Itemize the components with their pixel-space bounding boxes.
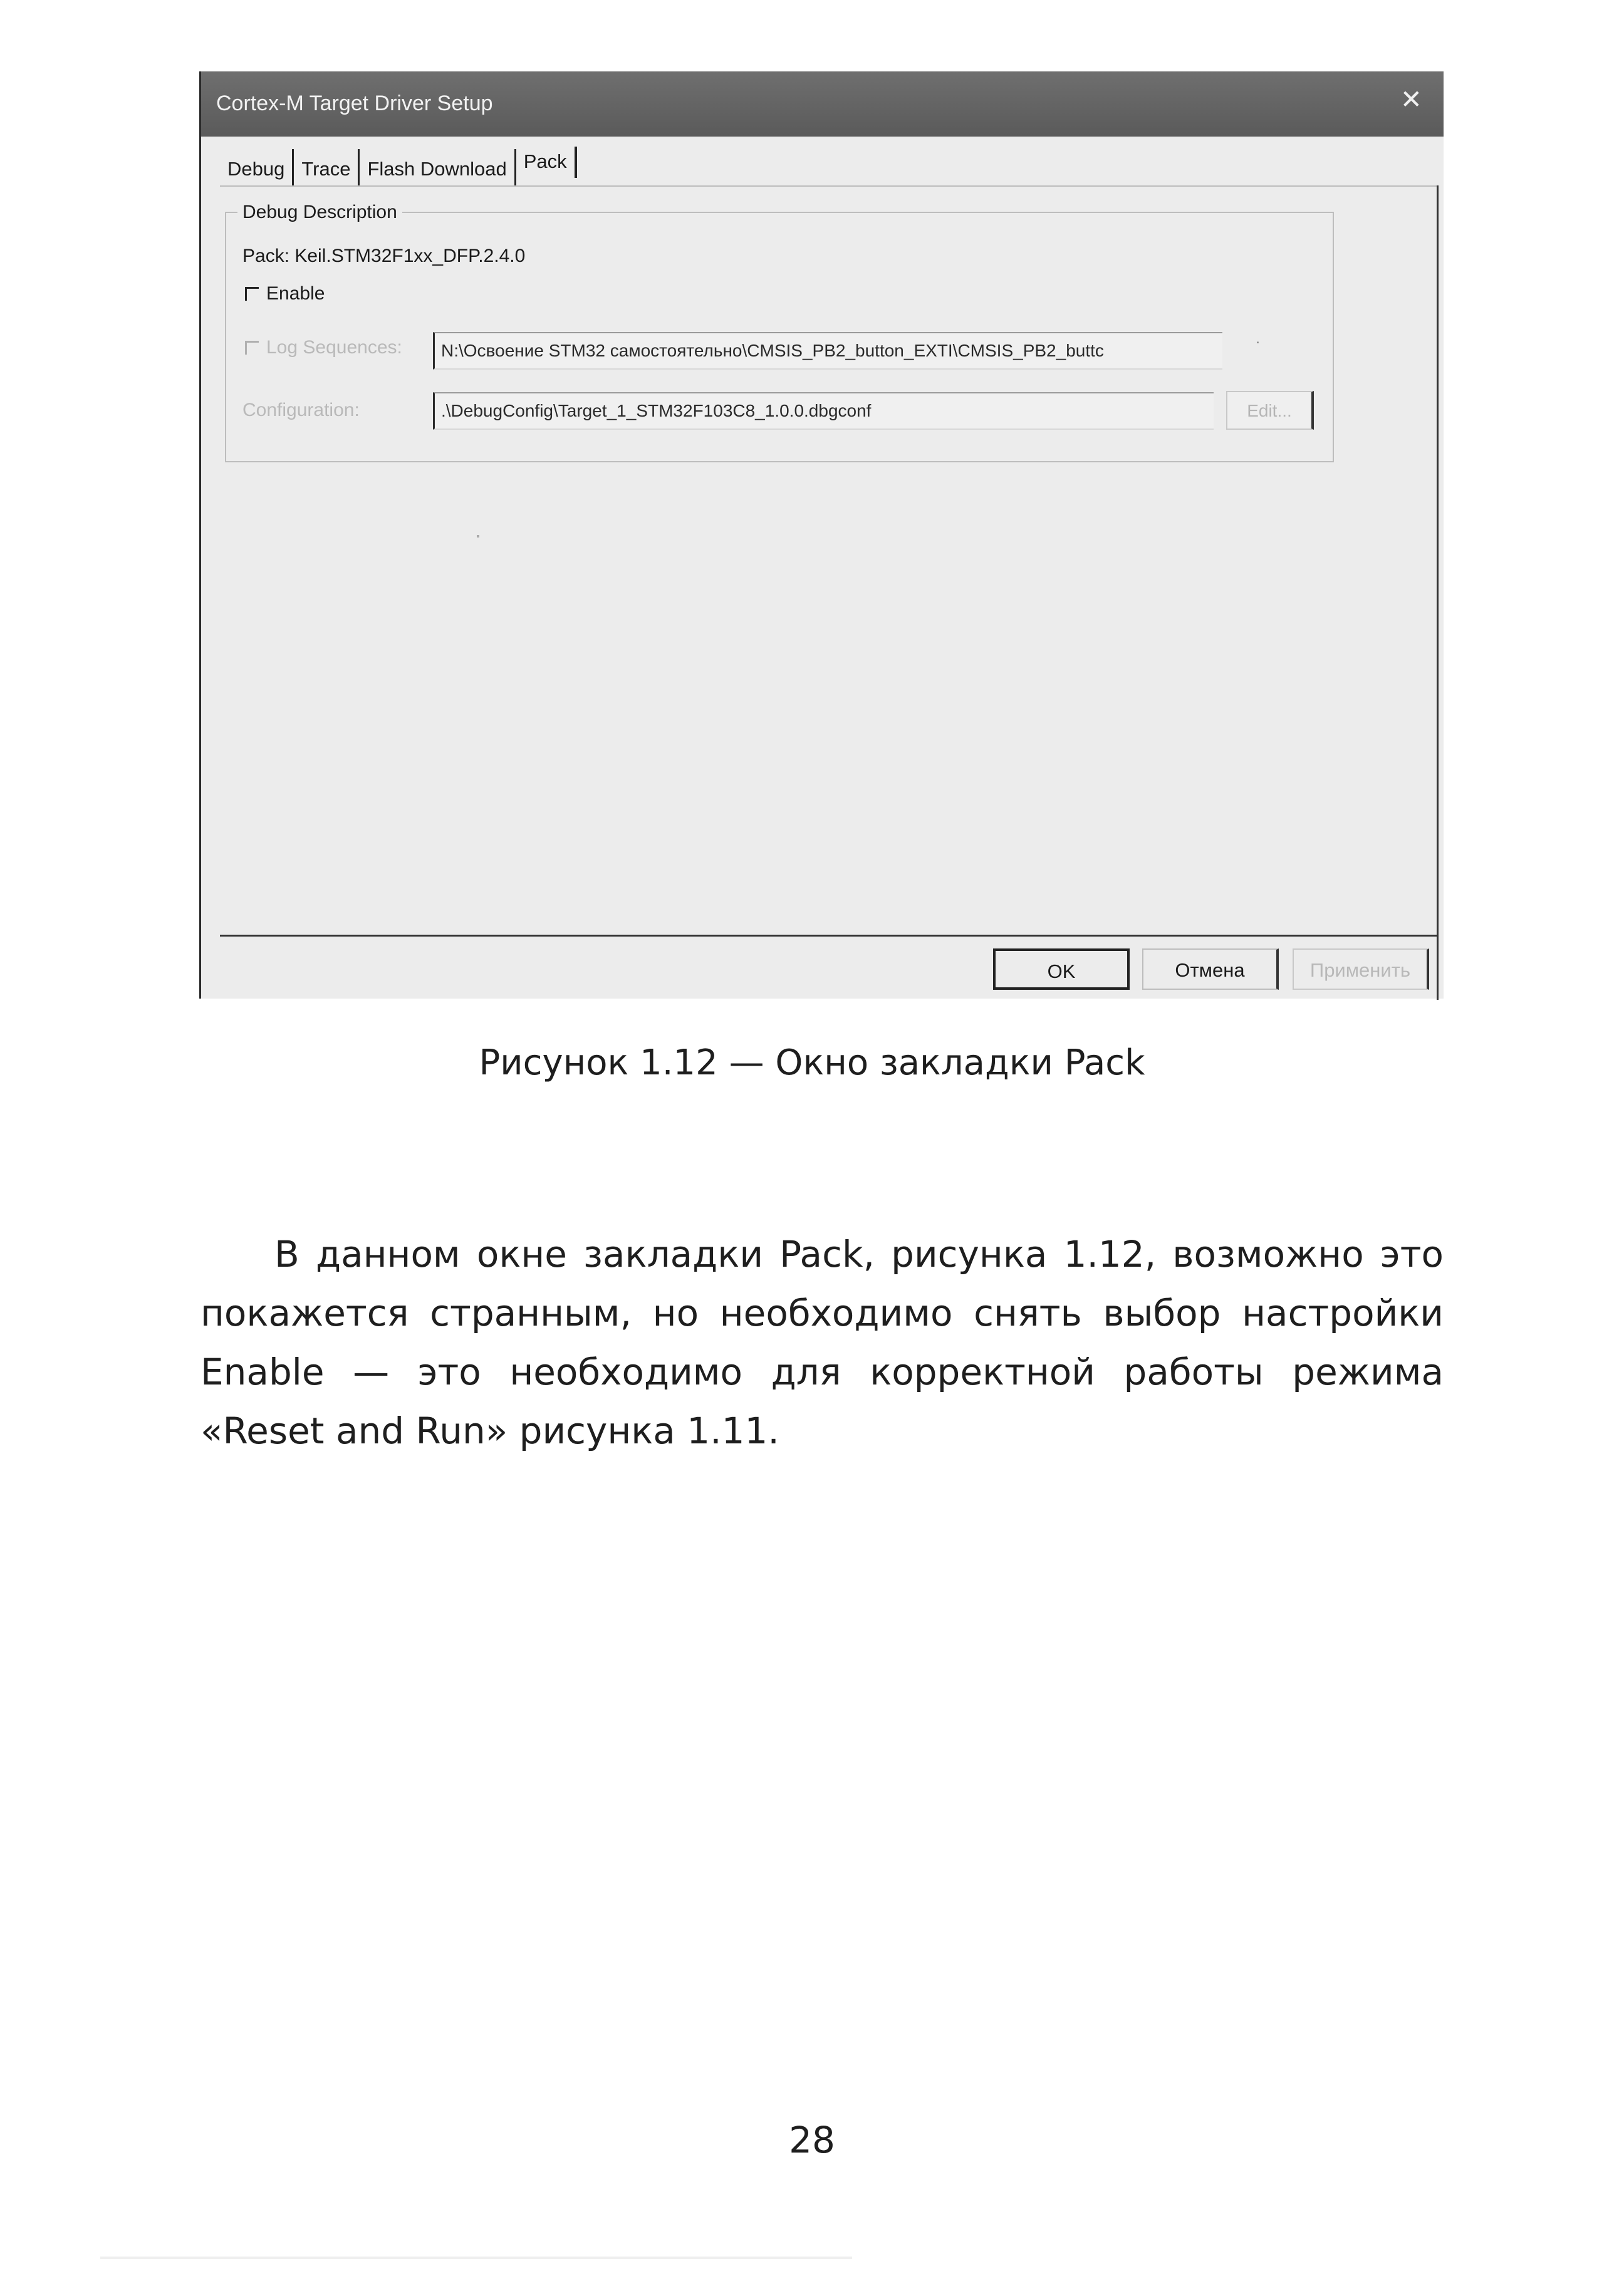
enable-label: Enable [266, 283, 325, 304]
configuration-field[interactable]: .\DebugConfig\Target_1_STM32F103C8_1.0.0.dbgconf [433, 392, 1214, 430]
edit-button[interactable]: Edit... [1226, 391, 1314, 430]
body-paragraph: В данном окне закладки Pack, рисунка 1.12, возможно это покажется странным, но необходимо снять выбор настройки Enable — это необходимо для корректной работы режима «Reset and Run» рисунка 1.11. [200, 1233, 1444, 1452]
enable-checkbox[interactable] [245, 287, 259, 301]
scan-artifact [100, 2257, 852, 2259]
dialog-titlebar [201, 71, 1444, 137]
group-title: Debug Description [237, 202, 402, 223]
apply-button[interactable]: Применить [1293, 948, 1429, 990]
tab-trace[interactable]: Trace [294, 149, 360, 185]
button-area-divider [220, 935, 1439, 937]
tab-flash-download[interactable]: Flash Download [360, 149, 516, 185]
ok-button[interactable]: OK [993, 948, 1130, 990]
tab-divider [220, 185, 1437, 187]
cancel-button[interactable]: Отмена [1142, 948, 1279, 990]
tab-bar [220, 149, 577, 185]
log-sequences-label: Log Sequences: [266, 337, 402, 358]
pack-info: Pack: Keil.STM32F1xx_DFP.2.4.0 [242, 246, 526, 266]
field-overflow-mark: ˙ [1254, 340, 1262, 358]
scan-speck [477, 535, 479, 538]
log-sequences-checkbox[interactable] [245, 341, 259, 355]
tab-pack[interactable]: Pack [516, 147, 577, 178]
configuration-label: Configuration: [242, 400, 360, 420]
panel-edge [1437, 185, 1439, 1000]
log-sequences-field[interactable]: N:\Освоение STM32 самостоятельно\CMSIS_PB2_button_EXTI\CMSIS_PB2_buttc [433, 332, 1222, 370]
dialog-screenshot [199, 71, 1444, 999]
tab-debug[interactable]: Debug [220, 149, 294, 185]
dialog-title: Cortex-M Target Driver Setup [216, 91, 493, 115]
page-number: 28 [789, 2119, 835, 2161]
close-icon[interactable]: ✕ [1400, 84, 1422, 115]
figure-caption: Рисунок 1.12 — Окно закладки Pack [479, 1042, 1145, 1083]
